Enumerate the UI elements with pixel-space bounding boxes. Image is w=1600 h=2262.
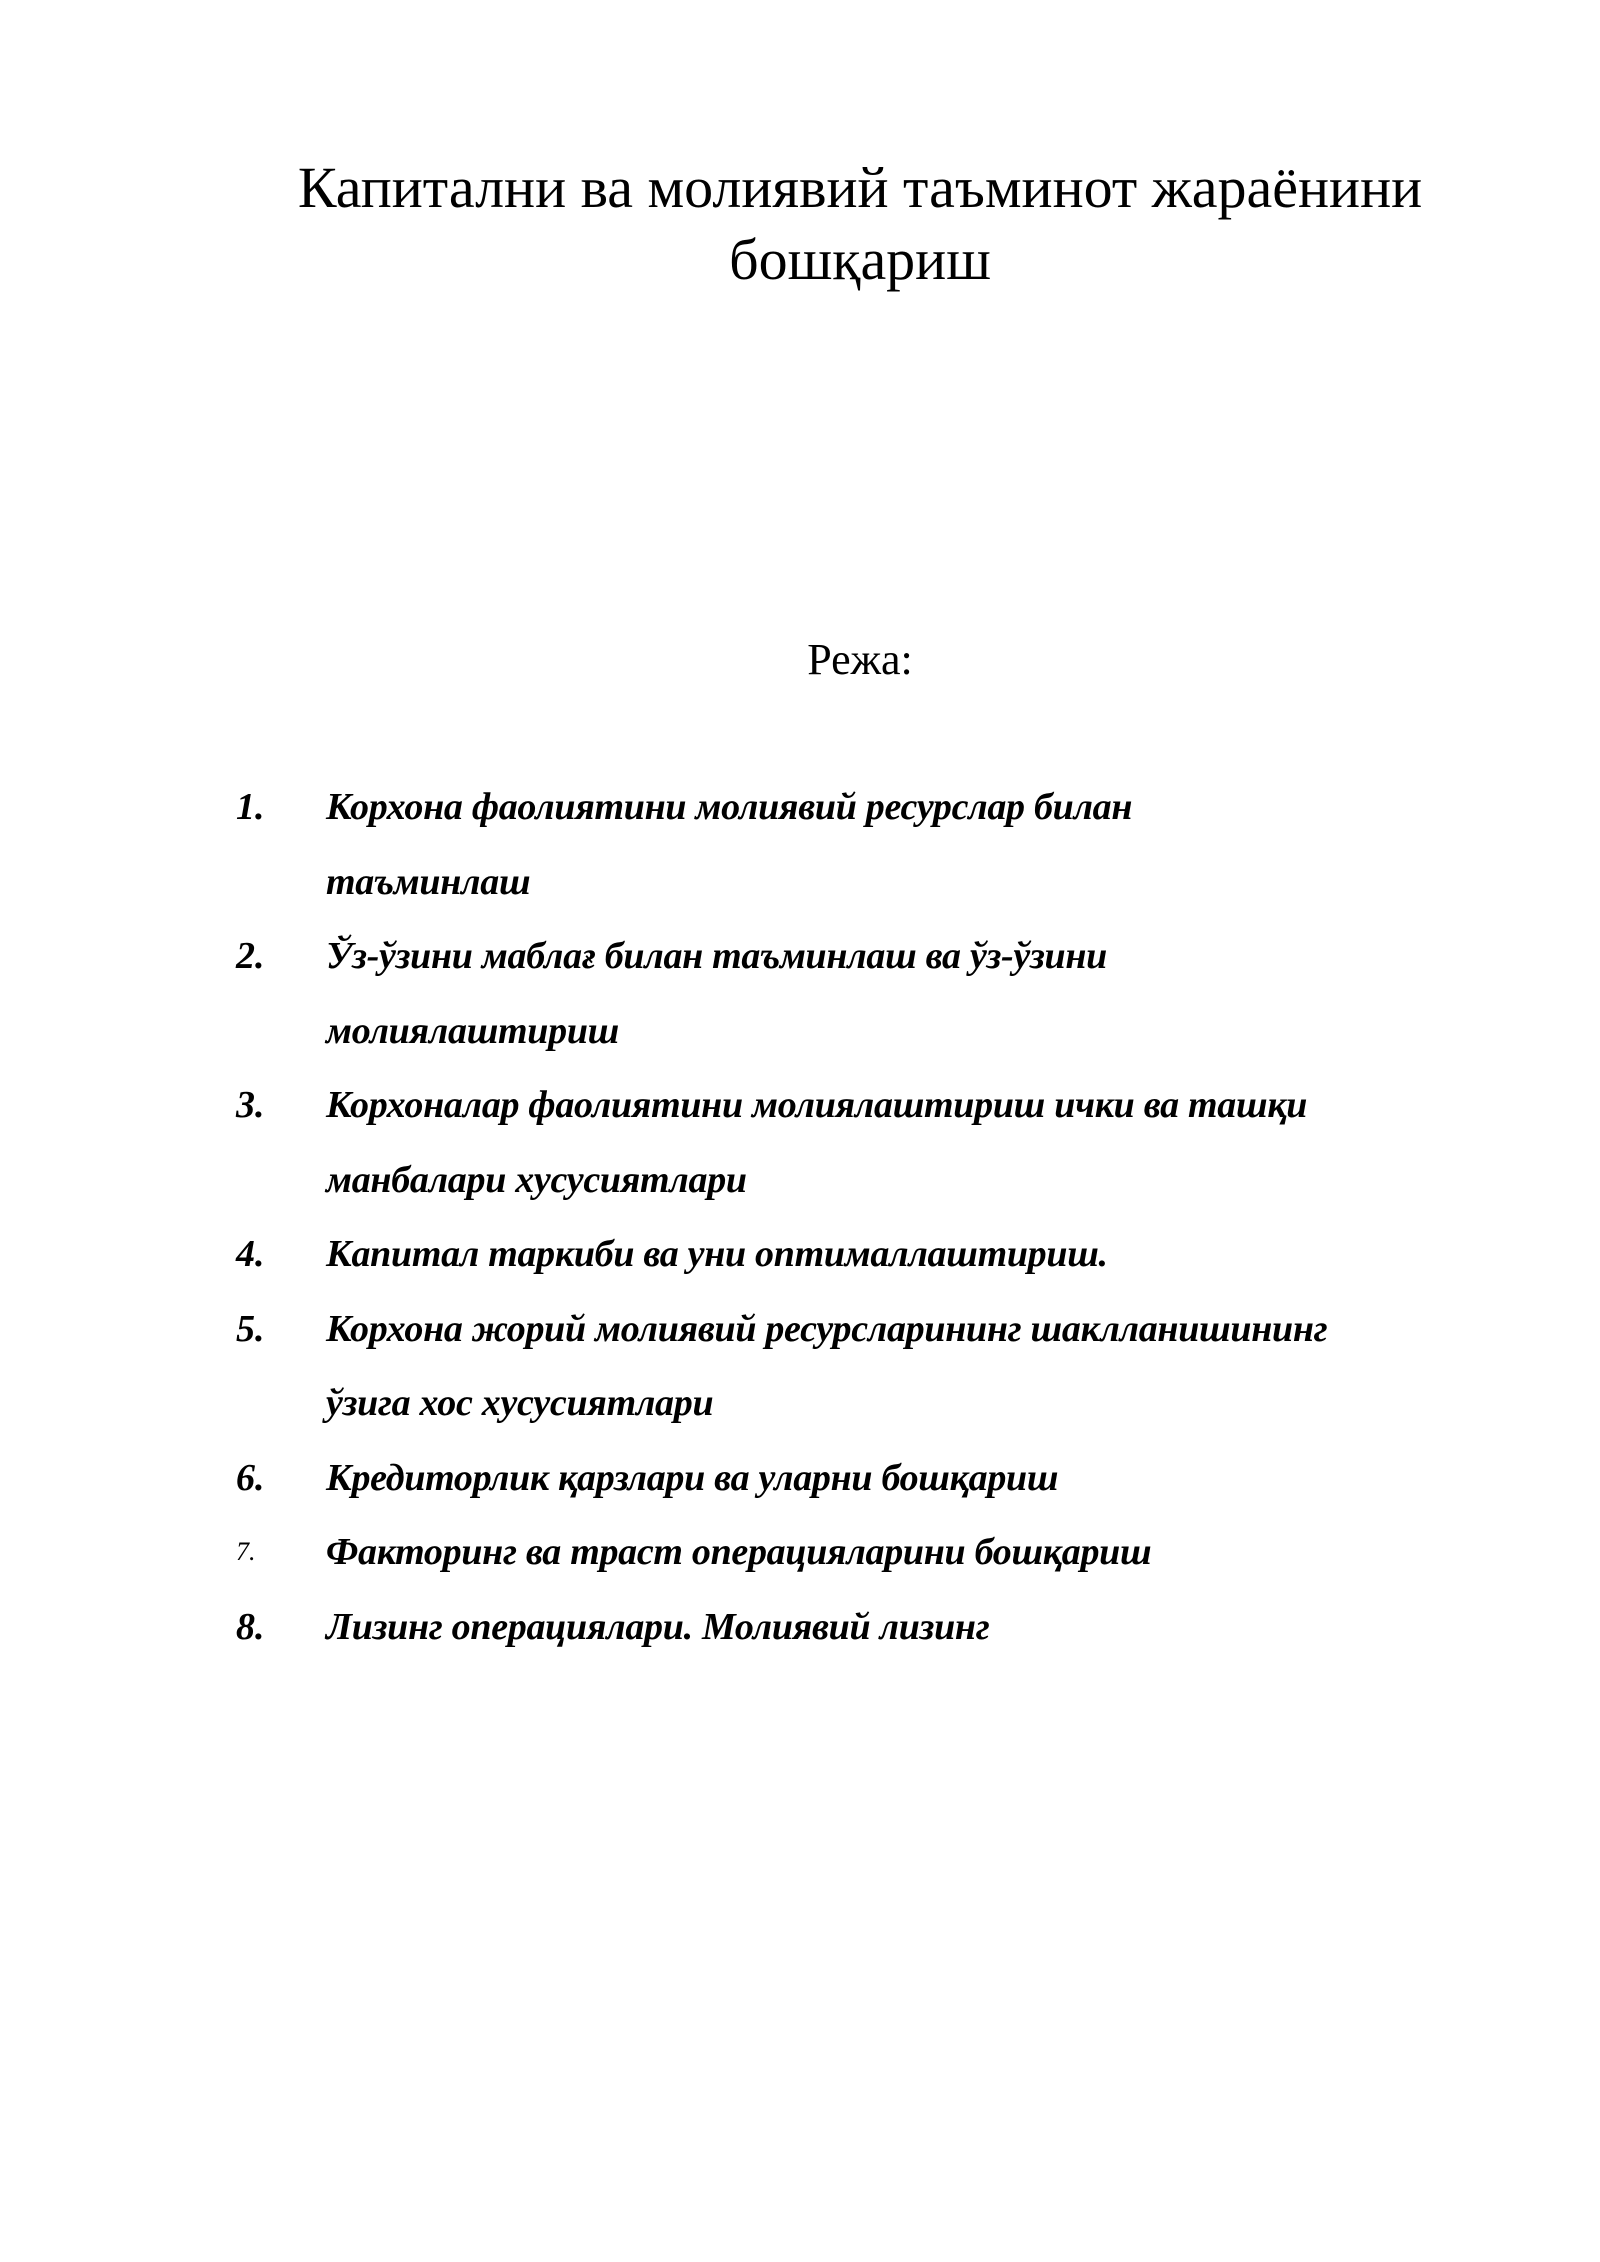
plan-item-text [326,1590,1476,1665]
plan-item-line: ўзига хос хусусиятлари [326,1382,714,1424]
plan-item-text [326,1068,1476,1217]
plan-list [236,770,1476,1664]
plan-item-line: Лизинг операциялари. Молиявий лизинг [326,1605,990,1648]
plan-item-line: Кредиторлик қарзлари ва уларни бошқариш [326,1456,1059,1499]
document-title-line: бошқариш [729,227,991,292]
plan-item-5 [236,1292,1476,1441]
plan-item-line: Корхоналар фаолиятини молиялаштириш ички ва ташқи [326,1084,1308,1126]
plan-item-line: Капитал таркиби ва уни оптималлаштириш. [326,1233,1108,1275]
plan-item-line: Корхона жорий молиявий ресурсларининг шаклланишининг [326,1307,1328,1350]
plan-item-number: 4. [236,1233,265,1275]
plan-item-text [326,770,1476,919]
plan-item-line: Ўз-ўзини маблағ билан таъминлаш ва ўз-ўзини [326,935,1107,977]
plan-item-line: Корхона фаолиятини молиявий ресурслар билан [326,786,1133,828]
plan-item-text [326,1441,1476,1516]
plan-item-text [326,919,1476,1068]
plan-item-1 [236,770,1476,919]
plan-heading: Режа: [807,635,913,684]
plan-item-line: таъминлаш [326,860,531,903]
plan-item-text [326,1217,1476,1292]
plan-item-2 [236,919,1476,1068]
plan-item-number: 1. [236,786,265,828]
document-title [230,152,1490,296]
plan-item-3 [236,1068,1476,1217]
document-title-line: Капитални ва молиявий таъминот жараёнини [297,155,1423,220]
plan-item-line: молиялаштириш [326,1009,620,1052]
plan-item-number: 2. [236,935,265,977]
plan-item-text [326,1515,1476,1590]
plan-item-7 [236,1515,1476,1590]
plan-item-number: 8. [236,1605,265,1648]
plan-item-line: манбалари хусусиятлари [326,1158,747,1201]
plan-item-number: 3. [236,1084,265,1126]
plan-item-6 [236,1441,1476,1516]
plan-item-4 [236,1217,1476,1292]
plan-item-number: 6. [236,1456,265,1499]
plan-item-text [326,1292,1476,1441]
plan-item-number: 7. [236,1537,256,1566]
plan-item-8 [236,1590,1476,1665]
plan-item-number: 5. [236,1307,265,1350]
plan-item-line: Факторинг ва траст операцияларини бошқариш [326,1531,1152,1573]
